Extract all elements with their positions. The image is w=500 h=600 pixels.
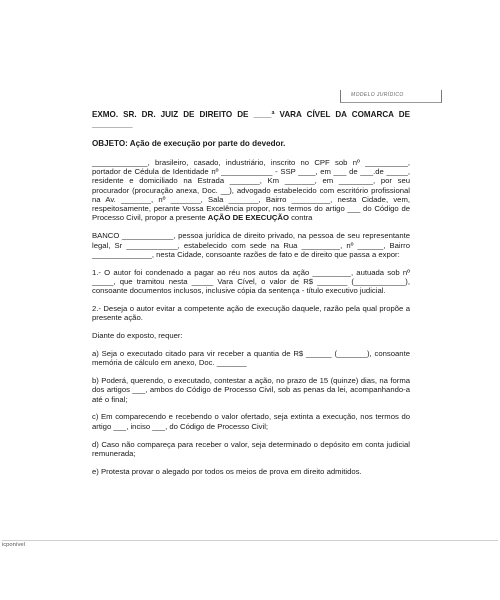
request-item-d: d) Caso não compareça para receber o valor, seja determinado o depósito em conta judicial remunerada; [92,439,410,458]
footer-bar [2,540,498,548]
paragraph-fato-1: 1.- O autor foi condenado a pagar ao réu nos autos da ação _________, autuada sob nº _____, que tramitou nesta _____ Vara Cível, o valor de R$ _______ (____________), consoante documentos inclusos, inclusive cópia da sentença - título executivo judicial. [92,267,410,296]
document-title: EXMO. SR. DR. JUIZ DE DIREITO DE ____ª VARA CÍVEL DA COMARCA DE _________ [92,110,410,130]
paragraph-reu: BANCO ____________, pessoa jurídica de direito privado, na pessoa de seu representante legal, Sr ____________, estabelecido com sede na Rua _________, nº ______, Bairro ______________, nesta Cidade, consoante razões de fato e de direito que passa a expor: [92,231,410,259]
document-objeto: OBJETO: Ação de execução por parte do devedor. [92,139,286,149]
acao-execucao-label: AÇÃO DE EXECUÇÃO [207,213,289,223]
request-item-a: a) Seja o executado citado para vir receber a quantia de R$ ______ (_______), consoante memória de cálculo em anexo, Doc. _______ [92,348,410,368]
paragraph-qualificacao-end: contra [288,213,313,223]
document-body [92,110,410,484]
paragraph-qualificacao [92,158,410,223]
paragraph-requer: Diante do exposto, requer: [92,331,183,341]
request-item-b: b) Poderá, querendo, o executado, contestar a ação, no prazo de 15 (quinze) dias, na forma dos artigos ___, ambos do Código de Processo Civil, sob as penas da lei, acompanhando-a até o final; [92,376,410,404]
request-item-c: c) Em comparecendo e recebendo o valor ofertado, seja extinta a execução, nos termos do artigo ___, inciso ___, do Código de Processo Civil; [92,412,410,431]
request-item-e: e) Protesta provar o alegado por todos os meios de prova em direito admitidos. [92,466,362,476]
header-stamp-text: MODELO JURÍDICO [351,92,404,98]
footer-text: icponível [2,542,25,548]
header-stamp [340,90,442,103]
paragraph-qualificacao-text: _____________, brasileiro, casado, industriário, inscrito no CPF sob nº __________, portador de Cédula de Identidade nº ____________ - SSP ____, em ___ de ___.de _____, residente e domiciliado na Estrada _______, Km _______, em ________, por seu procurador (procuração anexa, Doc. __), advogado estabelecido com escritório profissional na Av. _______, nº _______, Sala _______, Bairro _________, nesta Cidade, vem, respeitosamente, perante Vossa Excelência propor, nos termos do artigo ___ do Código de Processo Civil, propor a presente [92,157,410,223]
paragraph-fato-2: 2.- Deseja o autor evitar a competente ação de execução daquele, razão pela qual propõe a presente ação. [92,304,410,323]
